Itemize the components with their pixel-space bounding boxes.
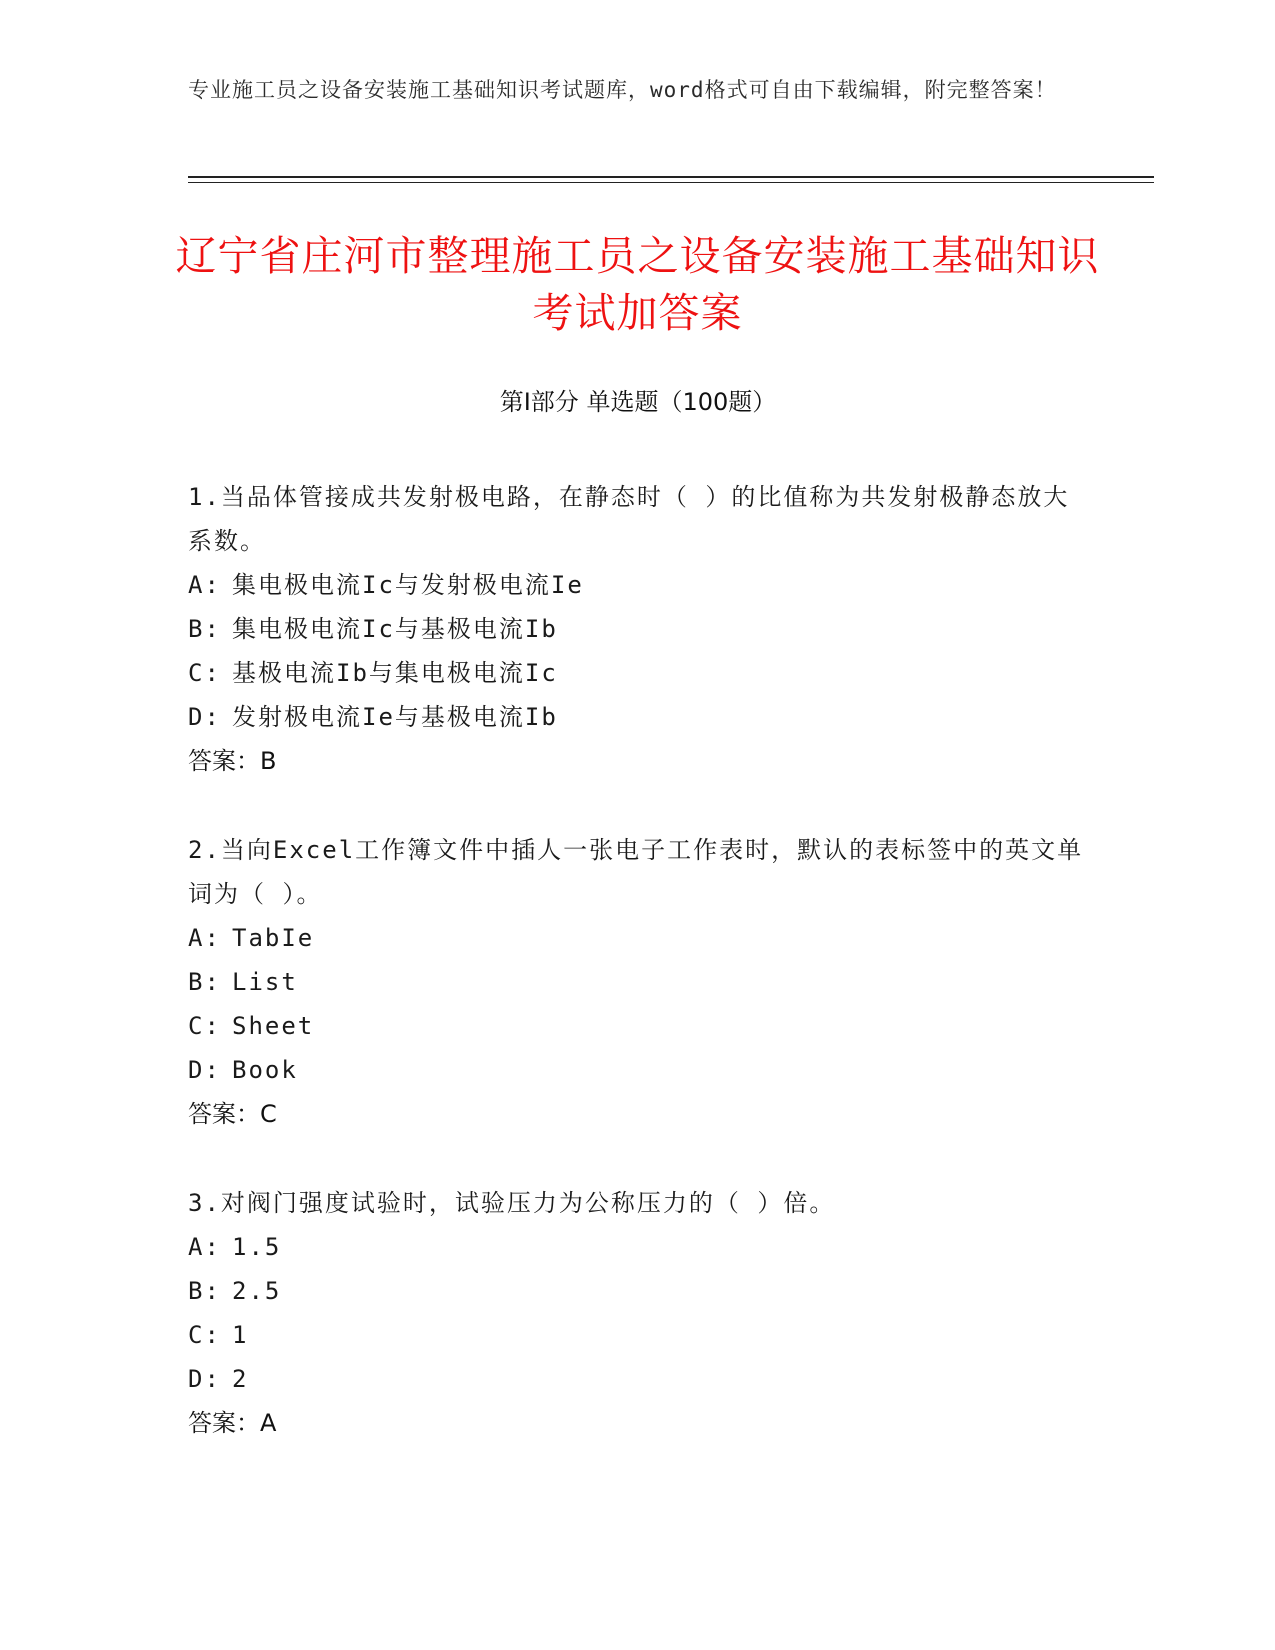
option-d — [188, 1048, 1088, 1092]
option-letter: A: — [188, 1233, 221, 1261]
option-text: 集电极电流Ic与基极电流Ib — [232, 615, 558, 643]
question-3 — [188, 1181, 1088, 1445]
answer-line — [188, 1092, 1088, 1136]
option-d — [188, 1357, 1088, 1401]
answer-value: B — [260, 747, 277, 775]
option-letter: C: — [188, 1012, 221, 1040]
question-stem: 1.当品体管接成共发射极电路，在静态时（ ）的比值称为共发射极静态放大系数。 — [188, 483, 1070, 555]
section-title: 第Ⅰ部分 单选题（100题） — [499, 388, 777, 416]
option-a — [188, 916, 1088, 960]
question-stem: 3.对阀门强度试验时，试验压力为公称压力的（ ）倍。 — [188, 1189, 836, 1217]
question-2 — [188, 828, 1088, 1136]
option-letter: C: — [188, 659, 221, 687]
answer-value: A — [260, 1409, 277, 1437]
answer-value: C — [260, 1100, 277, 1128]
option-letter: D: — [188, 1365, 221, 1393]
answer-line — [188, 1401, 1088, 1445]
option-c — [188, 1004, 1088, 1048]
option-a — [188, 1225, 1088, 1269]
header-divider-thick — [188, 176, 1154, 178]
option-text: 1 — [232, 1321, 249, 1349]
option-letter: D: — [188, 1056, 221, 1084]
option-text: Sheet — [232, 1012, 315, 1040]
option-d — [188, 695, 1088, 739]
question-list — [188, 475, 1088, 1490]
option-text: Book — [232, 1056, 298, 1084]
option-text: 2 — [232, 1365, 249, 1393]
option-letter: D: — [188, 703, 221, 731]
answer-label: 答案： — [188, 747, 260, 775]
question-1 — [188, 475, 1088, 783]
header-divider-thin — [188, 182, 1154, 183]
option-text: TabIe — [232, 924, 315, 952]
option-letter: B: — [188, 1277, 221, 1305]
document-title: 辽宁省庄河市整理施工员之设备安装施工基础知识考试加答案 — [175, 232, 1100, 337]
option-c — [188, 651, 1088, 695]
option-letter: B: — [188, 615, 221, 643]
option-a — [188, 563, 1088, 607]
header-note: 专业施工员之设备安装施工基础知识考试题库，word格式可自由下载编辑，附完整答案！ — [188, 78, 1057, 102]
option-letter: C: — [188, 1321, 221, 1349]
option-text: 基极电流Ib与集电极电流Ic — [232, 659, 558, 687]
option-text: 发射极电流Ie与基极电流Ib — [232, 703, 558, 731]
question-stem: 2.当向Excel工作簿文件中插人一张电子工作表时，默认的表标签中的英文单词为（ ）。 — [188, 836, 1084, 908]
option-b — [188, 1269, 1088, 1313]
option-b — [188, 607, 1088, 651]
option-text: 集电极电流Ic与发射极电流Ie — [232, 571, 584, 599]
option-letter: B: — [188, 968, 221, 996]
option-text: 1.5 — [232, 1233, 282, 1261]
answer-label: 答案： — [188, 1409, 260, 1437]
option-text: List — [232, 968, 298, 996]
option-text: 2.5 — [232, 1277, 282, 1305]
answer-label: 答案： — [188, 1100, 260, 1128]
answer-line — [188, 739, 1088, 783]
option-b — [188, 960, 1088, 1004]
option-letter: A: — [188, 924, 221, 952]
option-c — [188, 1313, 1088, 1357]
option-letter: A: — [188, 571, 221, 599]
